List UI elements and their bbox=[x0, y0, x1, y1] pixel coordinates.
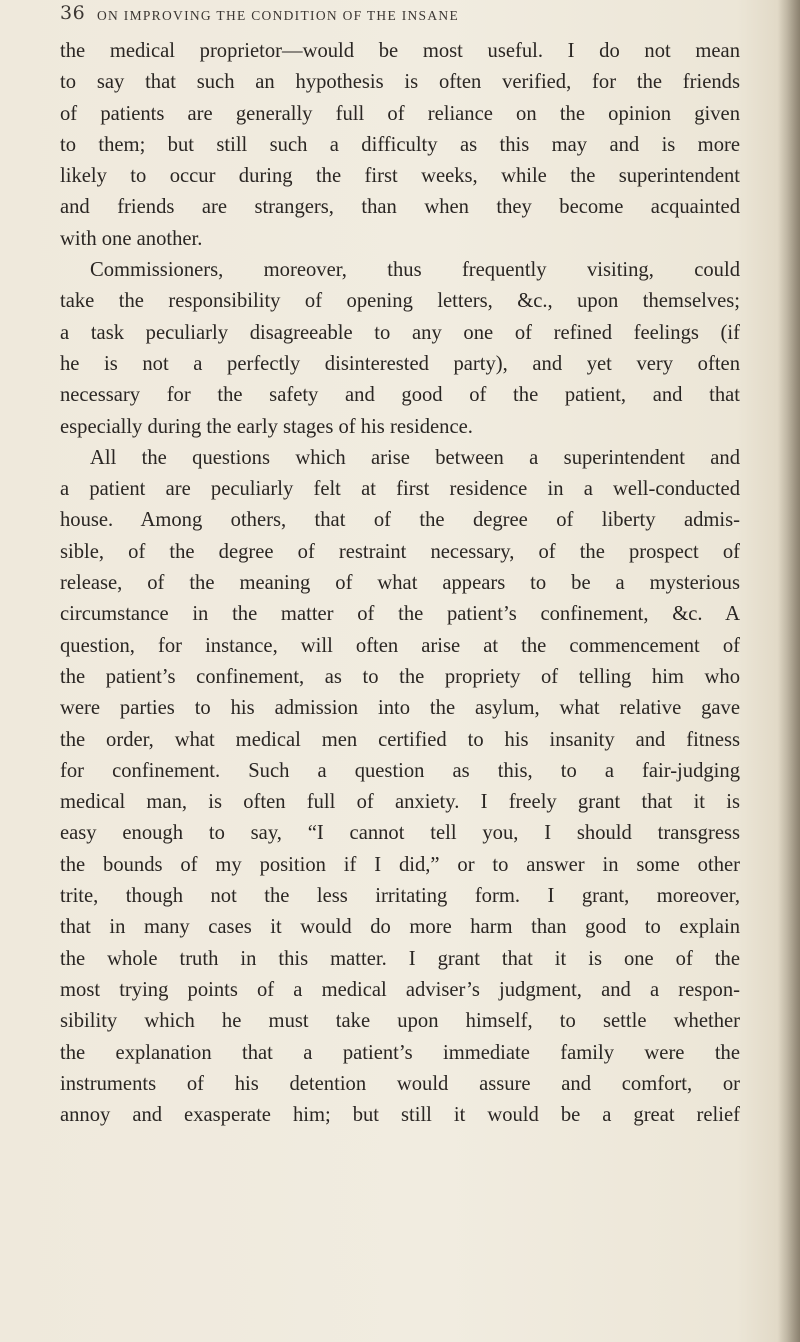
text-line: question, for instance, will often arise at the commencement of bbox=[60, 634, 740, 657]
text-line: to say that such an hypothesis is often verified, for the friends bbox=[60, 71, 740, 94]
text-line: that in many cases it would do more harm than good to explain bbox=[60, 916, 740, 939]
text-line: sible, of the degree of restraint necessary, of the prospect of bbox=[60, 540, 740, 563]
text-line: a task peculiarly disagreeable to any one of refined feelings (if bbox=[60, 321, 740, 344]
text-line: to them; but still such a difficulty as this may and is more bbox=[60, 133, 740, 156]
page-header bbox=[60, 0, 740, 30]
text-line: the bounds of my position if I did,” or to answer in some other bbox=[60, 853, 740, 876]
text-line: a patient are peculiarly felt at first residence in a well-conducted bbox=[60, 478, 740, 501]
text-line: of patients are generally full of reliance on the opinion given bbox=[60, 102, 740, 125]
text-line: most trying points of a medical adviser’s judgment, and a respon- bbox=[60, 978, 740, 1001]
text-line: the explanation that a patient’s immediate family were the bbox=[60, 1041, 740, 1064]
text-line: necessary for the safety and good of the patient, and that bbox=[60, 384, 740, 407]
text-line: sibility which he must take upon himself, to settle whether bbox=[60, 1010, 740, 1033]
text-line: house. Among others, that of the degree of liberty admis- bbox=[60, 509, 740, 532]
text-line: instruments of his detention would assure and comfort, or bbox=[60, 1072, 740, 1095]
text-line: were parties to his admission into the asylum, what relative gave bbox=[60, 697, 740, 720]
text-line: Commissioners, moreover, thus frequently visiting, could bbox=[90, 259, 740, 282]
text-line: likely to occur during the first weeks, while the superintendent bbox=[60, 165, 740, 188]
text-line: circumstance in the matter of the patient’s confinement, &c. A bbox=[60, 603, 740, 626]
text-line: All the questions which arise between a superintendent and bbox=[90, 446, 740, 469]
text-line: the patient’s confinement, as to the propriety of telling him who bbox=[60, 665, 740, 688]
text-line: medical man, is often full of anxiety. I freely grant that it is bbox=[60, 791, 740, 814]
text-line: and friends are strangers, than when they become acquainted bbox=[60, 196, 740, 219]
text-line: he is not a perfectly disinterested party), and yet very often bbox=[60, 352, 740, 375]
text-line: especially during the early stages of his residence. bbox=[60, 415, 473, 438]
text-line: trite, though not the less irritating form. I grant, moreover, bbox=[60, 885, 740, 908]
text-line: easy enough to say, “I cannot tell you, I should transgress bbox=[60, 822, 740, 845]
text-line: the order, what medical men certified to his insanity and fitness bbox=[60, 728, 740, 751]
page-number: 36 bbox=[60, 2, 86, 24]
page-edge-shadow bbox=[778, 0, 800, 1342]
text-line: with one another. bbox=[60, 227, 203, 250]
text-line: for confinement. Such a question as this, to a fair-judging bbox=[60, 759, 740, 782]
text-line: the medical proprietor—would be most useful. I do not mean bbox=[60, 40, 740, 62]
running-title: ON IMPROVING THE CONDITION OF THE INSANE bbox=[97, 8, 459, 23]
text-line: release, of the meaning of what appears to be a mysterious bbox=[60, 572, 740, 595]
text-line: annoy and exasperate him; but still it would be a great relief bbox=[60, 1104, 740, 1127]
body-text bbox=[60, 36, 740, 1131]
text-line: take the responsibility of opening letters, &c., upon themselves; bbox=[60, 290, 740, 313]
text-line: the whole truth in this matter. I grant that it is one of the bbox=[60, 947, 740, 970]
